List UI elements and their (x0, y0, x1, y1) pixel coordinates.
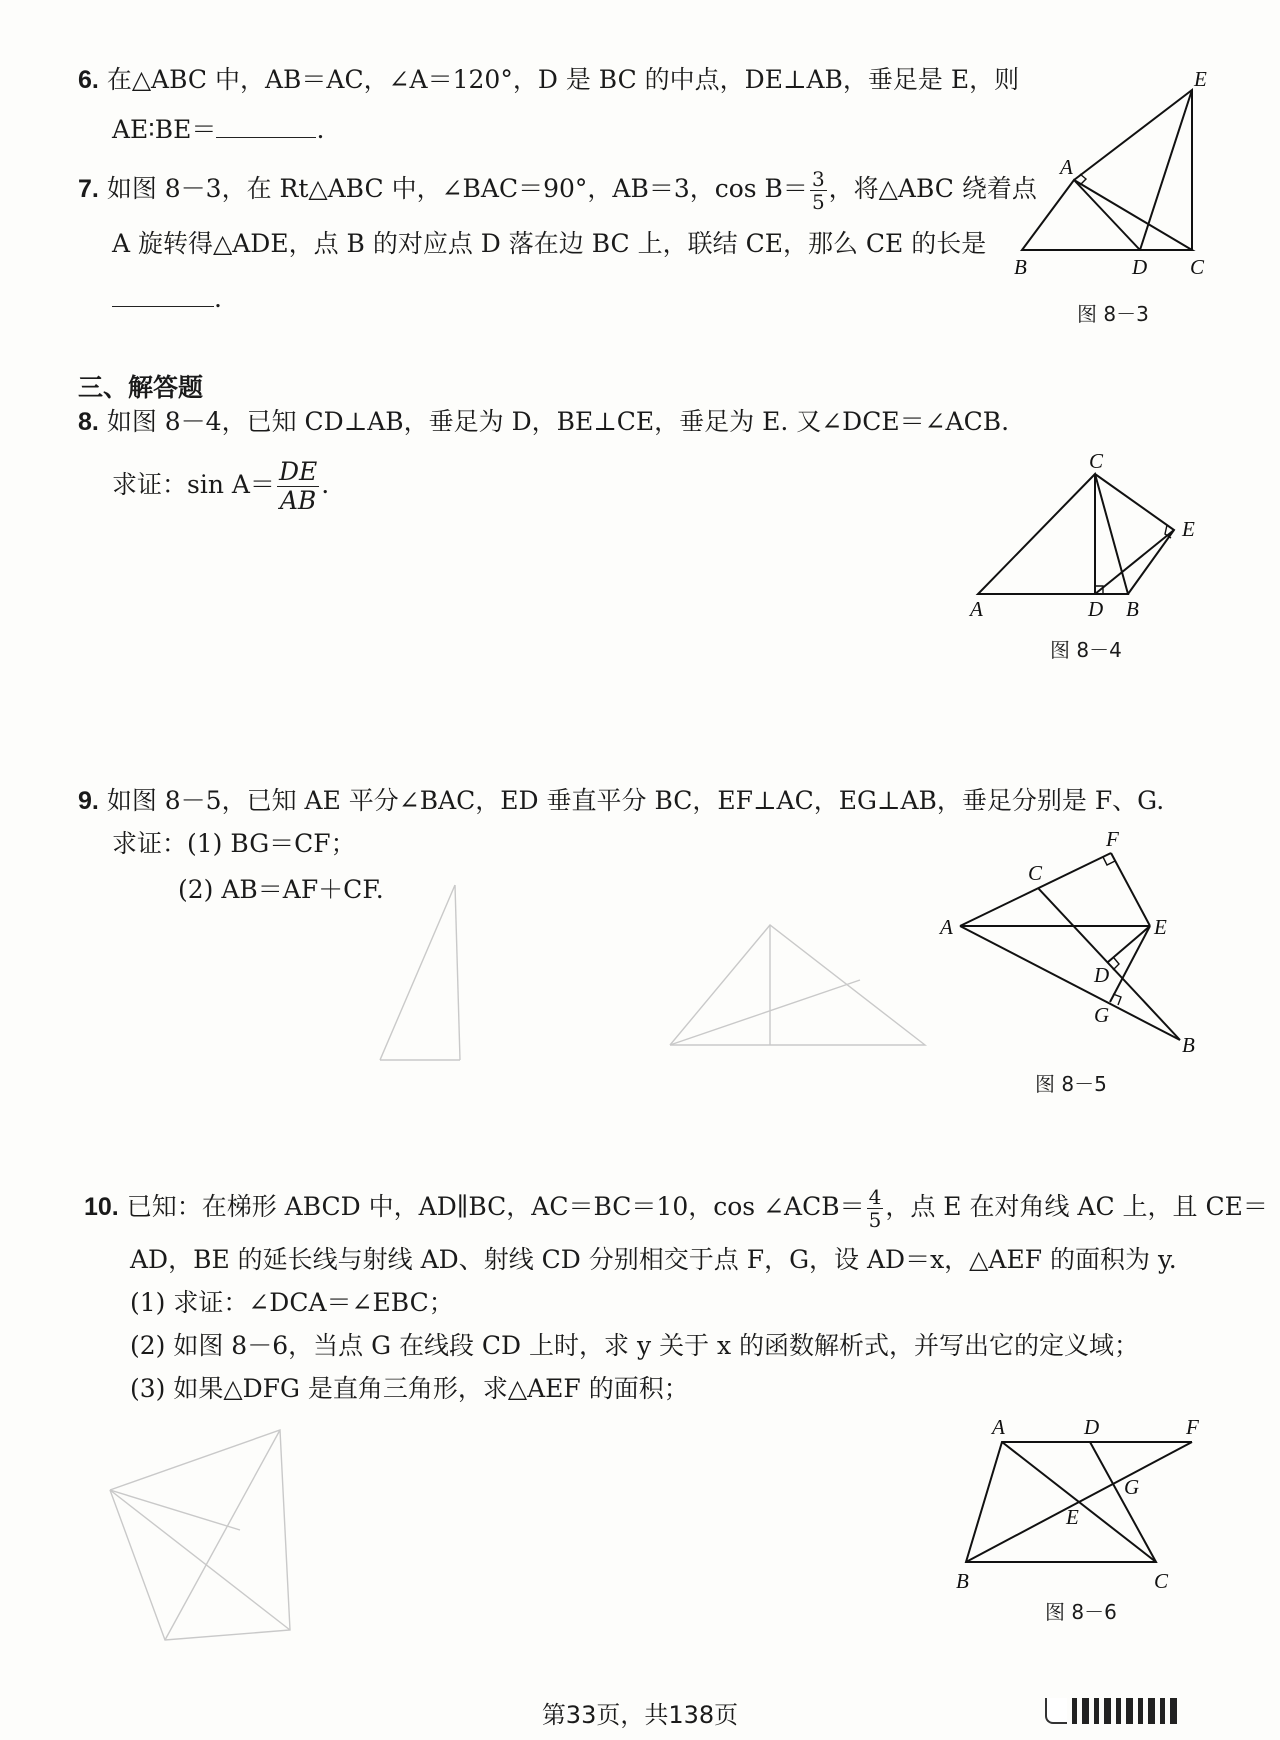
ghost-line (455, 885, 460, 1060)
q9-text-1: 如图 8－5，已知 AE 平分∠BAC，ED 垂直平分 BC，EF⊥AC，EG⊥AB，垂足分别是 F、G. (106, 786, 1165, 815)
fig85-label-c: C (1028, 861, 1043, 885)
q10-part2: (2) 如图 8－6，当点 G 在线段 CD 上时，求 y 关于 x 的函数解析式，并写出它的定义域； (130, 1331, 1140, 1360)
q6-ratio-label: AE∶BE＝ (112, 115, 217, 144)
fig83-label-c: C (1190, 255, 1205, 279)
q10-frac-numerator: 4 (868, 1185, 882, 1209)
fig84-label-a: A (970, 597, 983, 621)
fig86-label-g: G (1124, 1475, 1140, 1499)
fig84-caption: 图 8－4 (1050, 638, 1122, 662)
fig83-label-a: A (1060, 155, 1073, 179)
fig86-label-d: D (1084, 1415, 1100, 1439)
q8-text-2: 求证：sin A＝ (112, 470, 275, 499)
fig85-caption: 图 8－5 (1035, 1072, 1107, 1096)
q10-cos-fraction (867, 1186, 884, 1231)
ghost-line (670, 980, 860, 1045)
fig83-label-d: D (1132, 255, 1148, 279)
ghost-line (110, 1490, 240, 1530)
ghost-line (380, 885, 455, 1060)
fig85-label-a: A (940, 915, 953, 939)
q8-frac-denominator: AB (279, 486, 317, 515)
fig84-label-c: C (1089, 449, 1104, 473)
fig85-label-f: F (1106, 827, 1119, 851)
fig85-fe (1111, 853, 1150, 926)
q9-line2: 求证：(1) BG＝CF； (112, 829, 356, 858)
fig86-trapezoid (966, 1442, 1156, 1562)
q7-period: . (214, 284, 222, 313)
q7-text-1b: ，将△ABC 绕着点 (828, 174, 1037, 203)
fig85-label-e: E (1154, 915, 1167, 939)
q9-line3: (2) AB＝AF＋CF. (178, 875, 384, 904)
fig83-label-e: E (1194, 67, 1207, 91)
fig83-label-b: B (1014, 255, 1027, 279)
fig86-label-a: A (992, 1415, 1005, 1439)
q10-text-1: 已知：在梯形 ABCD 中，AD∥BC，AC＝BC＝10，cos ∠ACB＝ (126, 1192, 865, 1221)
fig85-label-b: B (1182, 1033, 1195, 1057)
q10-text-1b: ，点 E 在对角线 AC 上，且 CE＝ (885, 1192, 1268, 1221)
fig86-caption: 图 8－6 (1045, 1600, 1117, 1624)
q8-text-1: 如图 8－4，已知 CD⊥AB，垂足为 D，BE⊥CE，垂足为 E. 又∠DCE＝∠ACB. (106, 407, 1010, 436)
q7-frac-denominator: 5 (811, 190, 825, 214)
q10-frac-denominator: 5 (868, 1208, 882, 1232)
q8-number: 8. (78, 408, 99, 436)
fig83-caption: 图 8－3 (1077, 302, 1149, 326)
fig86-bf (966, 1442, 1192, 1562)
q10-line1 (84, 1186, 1268, 1231)
fig85-label-d: D (1094, 963, 1110, 987)
fig85-ed (1108, 926, 1150, 962)
ghost-triangle (670, 925, 925, 1045)
fig86-label-c: C (1154, 1569, 1169, 1593)
ghost-line (110, 1490, 290, 1630)
figure-8-5 (930, 822, 1220, 1062)
q10-part1: (1) 求证：∠DCA＝∠EBC； (130, 1288, 454, 1317)
fig86-label-e: E (1066, 1505, 1079, 1529)
q7-line2: A 旋转得△ADE，点 B 的对应点 D 落在边 BC 上，联结 CE，那么 CE 的长是 (112, 229, 987, 258)
fig84-label-e: E (1182, 517, 1195, 541)
figure-8-6 (940, 1412, 1220, 1592)
q7-frac-numerator: 3 (811, 167, 825, 191)
q9-line1 (78, 785, 1164, 817)
q8-frac-numerator: DE (278, 457, 318, 486)
q10-part3: (3) 如果△DFG 是直角三角形，求△AEF 的面积； (130, 1374, 689, 1403)
fig85-label-g: G (1094, 1003, 1110, 1027)
watermark-bars (1045, 1698, 1182, 1724)
fig84-label-d: D (1088, 597, 1104, 621)
q7-number: 7. (78, 175, 99, 203)
q6-number: 6. (78, 66, 99, 94)
q8-period: . (321, 470, 330, 499)
q6-text-1: 在△ABC 中，AB＝AC，∠A＝120°，D 是 BC 的中点，DE⊥AB，垂足是 E，则 (106, 65, 1020, 94)
fig86-label-f: F (1186, 1415, 1199, 1439)
fig85-right-angle-d (1113, 958, 1119, 970)
q10-line2: AD，BE 的延长线与射线 AD、射线 CD 分别相交于点 F，G，设 AD＝x，△AEF 的面积为 y. (130, 1245, 1177, 1274)
fig86-label-b: B (956, 1569, 969, 1593)
section-3-title: 三、解答题 (78, 373, 204, 402)
q9-number: 9. (78, 787, 99, 815)
q6-period: . (316, 115, 325, 144)
fig84-label-b: B (1126, 597, 1139, 621)
q7-text-1: 如图 8－3，在 Rt△ABC 中，∠BAC＝90°，AB＝3，cos B＝ (106, 174, 808, 203)
fig85-eg (1110, 926, 1150, 1002)
page-number-footer: 第33页，共138页 (541, 1701, 739, 1729)
q10-number: 10. (84, 1193, 119, 1221)
fig85-ab (960, 926, 1180, 1040)
